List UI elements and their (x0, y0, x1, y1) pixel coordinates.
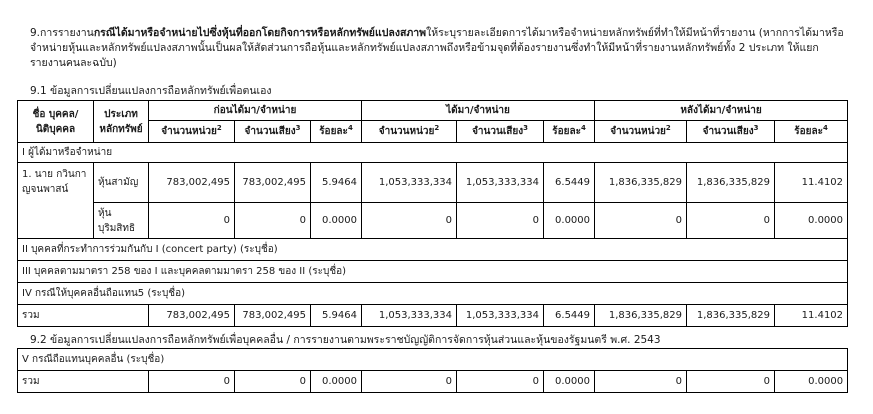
section-9-1-title: 9.1 ข้อมูลการเปลี่ยนแปลงการถือหลักทรัพย์เพื่อตนเอง (30, 85, 272, 97)
header-text: จำนวนหน่วย (610, 126, 666, 137)
person-name: 1. นาย กวินกา ญจนพาสน์ (18, 163, 94, 239)
table-cell-value: 1,836,335,829 (687, 163, 775, 203)
intro-prefix: 9.การรายงาน (30, 27, 94, 39)
table-cell-value: 1,053,333,334 (457, 305, 544, 327)
table-cell-value: 0 (687, 371, 775, 393)
table-cell-value: 0 (457, 203, 544, 239)
header-votes (687, 121, 775, 143)
footnote-marker: 2 (665, 124, 671, 132)
header-units (149, 121, 235, 143)
header-type: ประเภท หลักทรัพย์ (94, 101, 149, 143)
header-during: ได้มา/จำหน่าย (362, 101, 595, 121)
table-cell-value: 0 (595, 371, 687, 393)
group-row-2: II บุคคลที่กระทำการร่วมกันกับ I (concert party) (ระบุชื่อ) (18, 239, 848, 261)
header-votes (457, 121, 544, 143)
table-cell-value: 783,002,495 (149, 305, 235, 327)
total-label: รวม (18, 305, 149, 327)
footnote-marker: 3 (295, 124, 301, 132)
table-cell-value: 783,002,495 (235, 163, 311, 203)
table-cell-value: 11.4102 (775, 163, 848, 203)
table-cell-value: 1,836,335,829 (687, 305, 775, 327)
table-cell-value: 0.0000 (311, 371, 362, 393)
table-cell-value: 0 (235, 203, 311, 239)
group-row-4: IV กรณีให้บุคคลอื่นถือแทน5 (ระบุชื่อ) (18, 283, 848, 305)
footnote-marker: 4 (347, 124, 353, 132)
table-cell-value: 5.9464 (311, 305, 362, 327)
footnote-marker: 2 (216, 124, 222, 132)
footnote-marker: 4 (580, 124, 586, 132)
header-text: จำนวนหน่วย (378, 126, 435, 137)
table-cell-value: 783,002,495 (235, 305, 311, 327)
header-text: ร้อยละ (319, 126, 348, 137)
table-cell-value: 6.5449 (544, 305, 595, 327)
header-text: จำนวนเสียง (472, 126, 524, 137)
table-cell-value: 0 (687, 203, 775, 239)
table-cell-value: 0 (362, 371, 457, 393)
table-cell-value: 0 (149, 371, 235, 393)
header-pct (775, 121, 848, 143)
table-cell-value: 783,002,495 (149, 163, 235, 203)
table-cell-value: 5.9464 (311, 163, 362, 203)
table-cell-value: 1,053,333,334 (362, 305, 457, 327)
table-cell-value: 0.0000 (544, 371, 595, 393)
header-text: จำนวนเสียง (702, 126, 754, 137)
table-cell-value: 0.0000 (775, 371, 848, 393)
table-cell-value: 0 (457, 371, 544, 393)
table-row (18, 203, 848, 239)
group-row-5: V กรณีถือแทนบุคคลอื่น (ระบุชื่อ) (18, 349, 848, 371)
table-cell-value: 0.0000 (775, 203, 848, 239)
holdings-table (17, 100, 848, 327)
table-cell-value: 6.5449 (544, 163, 595, 203)
header-pct (544, 121, 595, 143)
table-cell-value: 0 (235, 371, 311, 393)
section-9-2-title: 9.2 ข้อมูลการเปลี่ยนแปลงการถือหลักทรัพย์เพื่อบุคคลอื่น / การรายงานตามพระราชบัญญัติการจัดการหุ้นส่วนและหุ้นของรัฐมนตรี พ.ศ. 2543 (30, 334, 661, 346)
security-type: หุ้นสามัญ (94, 163, 149, 203)
intro-rest: ให้ระบุรายละเอียดการได้มาหรือจำหน่ายหลักทรัพย์ที่ทำให้มีหน้าที่รายงาน (หากการได้มาหรือจำหน่ายหุ้นและหลักทรัพย์แปลงสภาพนั้นเป็นผลให้สัดส่วนการถือหุ้นและหลักทรัพย์แปลงสภาพถึงหรือข้ามจุดที่ต้องรายงานซึ่งทำให้มีหน้าที่รายงานหลักทรัพย์ทั้ง 2 ประเภท ให้แยกรายงานคนละฉบับ) (30, 27, 844, 69)
table-cell-value: 0.0000 (544, 203, 595, 239)
intro-bold: กรณีได้มาหรือจำหน่ายไปซึ่งหุ้นที่ออกโดยกิจการหรือหลักทรัพย์แปลงสภาพ (93, 27, 427, 39)
table-cell-value: 0 (362, 203, 457, 239)
header-units (362, 121, 457, 143)
header-text: จำนวนเสียง (244, 126, 296, 137)
table-cell-value: 11.4102 (775, 305, 848, 327)
header-text: ร้อยละ (794, 126, 823, 137)
table-cell-value: 1,053,333,334 (457, 163, 544, 203)
table-cell-value: 0 (149, 203, 235, 239)
header-units (595, 121, 687, 143)
group-row-1: I ผู้ได้มาหรือจำหน่าย (18, 143, 848, 163)
header-pct (311, 121, 362, 143)
table-cell-value: 0 (595, 203, 687, 239)
footnote-marker: 4 (822, 124, 828, 132)
total-label-2: รวม (18, 371, 149, 393)
footnote-marker: 3 (753, 124, 759, 132)
total-row-2 (18, 371, 848, 393)
header-after: หลังได้มา/จำหน่าย (595, 101, 848, 121)
group-row-3: III บุคคลตามมาตรา 258 ของ I และบุคคลตามมาตรา 258 ของ II (ระบุชื่อ) (18, 261, 848, 283)
table-cell-value: 1,836,335,829 (595, 305, 687, 327)
table-row (18, 163, 848, 203)
total-row (18, 305, 848, 327)
header-name: ชื่อ บุคคล/นิติบุคคล (18, 101, 94, 143)
footnote-marker: 2 (434, 124, 440, 132)
table-cell-value: 1,836,335,829 (595, 163, 687, 203)
security-type: หุ้นบุริมสิทธิ (94, 203, 149, 239)
footnote-marker: 3 (523, 124, 528, 132)
header-text: จำนวนหน่วย (161, 126, 217, 137)
others-holdings-table (17, 348, 848, 393)
header-before: ก่อนได้มา/จำหน่าย (149, 101, 362, 121)
header-text: ร้อยละ (552, 126, 581, 137)
report-intro (30, 26, 850, 71)
header-votes (235, 121, 311, 143)
table-cell-value: 0.0000 (311, 203, 362, 239)
table-cell-value: 1,053,333,334 (362, 163, 457, 203)
